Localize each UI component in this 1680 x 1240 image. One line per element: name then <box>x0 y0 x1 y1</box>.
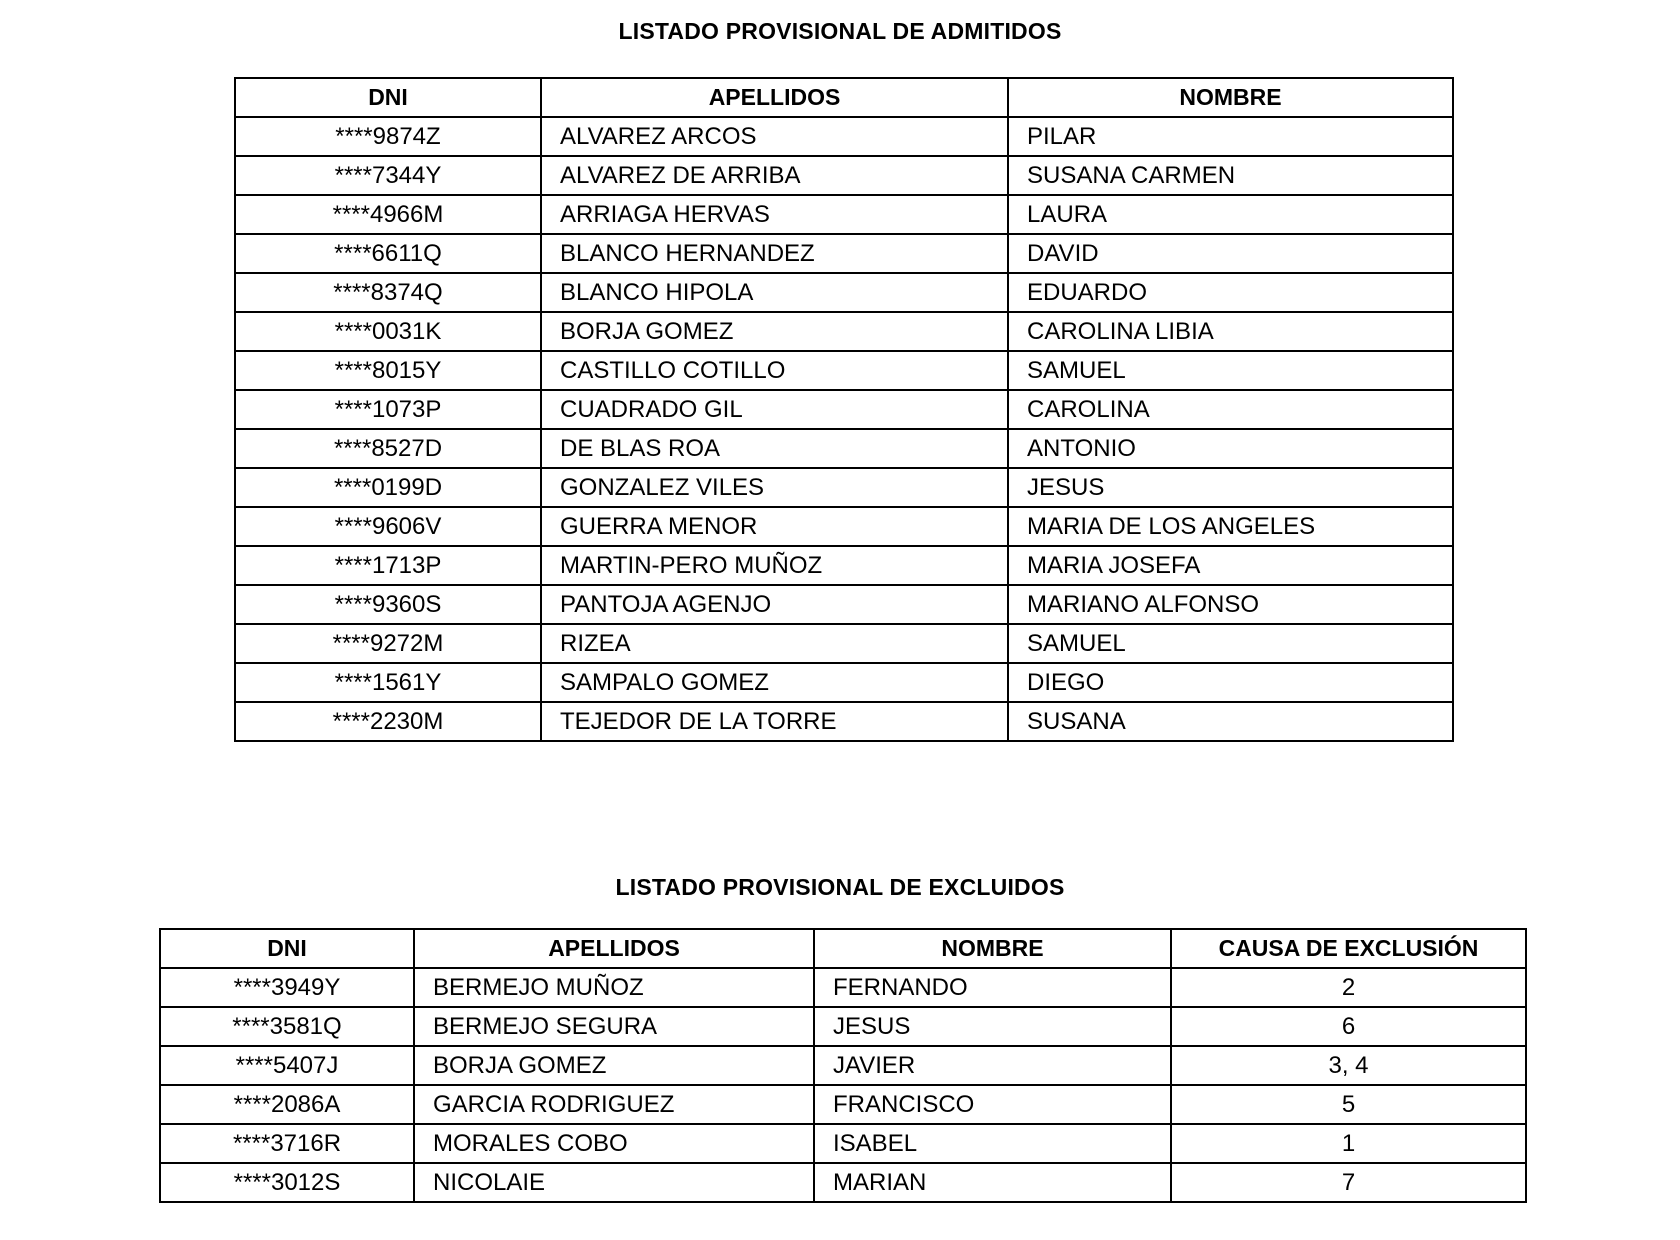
table-row <box>160 1046 1526 1085</box>
cell-causa-exclusion: 5 <box>1171 1085 1526 1124</box>
cell-apellidos: BERMEJO MUÑOZ <box>414 968 814 1007</box>
cell-apellidos: MARTIN-PERO MUÑOZ <box>541 546 1008 585</box>
cell-nombre: MARIA DE LOS ANGELES <box>1008 507 1453 546</box>
cell-causa-exclusion: 1 <box>1171 1124 1526 1163</box>
cell-dni: ****9272M <box>235 624 541 663</box>
cell-dni: ****9874Z <box>235 117 541 156</box>
cell-apellidos: BLANCO HIPOLA <box>541 273 1008 312</box>
table-row <box>235 468 1453 507</box>
cell-dni: ****5407J <box>160 1046 414 1085</box>
cell-dni: ****8374Q <box>235 273 541 312</box>
column-header-dni: DNI <box>235 78 541 117</box>
cell-nombre: MARIA JOSEFA <box>1008 546 1453 585</box>
cell-dni: ****2086A <box>160 1085 414 1124</box>
table-row <box>160 1007 1526 1046</box>
table-row <box>235 585 1453 624</box>
table-row <box>235 546 1453 585</box>
column-header-apellidos: APELLIDOS <box>541 78 1008 117</box>
cell-apellidos: NICOLAIE <box>414 1163 814 1202</box>
cell-nombre: CAROLINA <box>1008 390 1453 429</box>
excluidos-header-row <box>160 929 1526 968</box>
admitidos-body <box>235 117 1453 741</box>
cell-apellidos: GONZALEZ VILES <box>541 468 1008 507</box>
cell-dni: ****1713P <box>235 546 541 585</box>
table-row <box>160 1163 1526 1202</box>
cell-nombre: JESUS <box>1008 468 1453 507</box>
cell-dni: ****4966M <box>235 195 541 234</box>
cell-nombre: LAURA <box>1008 195 1453 234</box>
cell-apellidos: MORALES COBO <box>414 1124 814 1163</box>
cell-nombre: SUSANA CARMEN <box>1008 156 1453 195</box>
cell-nombre: SAMUEL <box>1008 351 1453 390</box>
table-row <box>235 234 1453 273</box>
admitidos-header-row <box>235 78 1453 117</box>
column-header-causa-exclusion: CAUSA DE EXCLUSIÓN <box>1171 929 1526 968</box>
cell-dni: ****7344Y <box>235 156 541 195</box>
cell-nombre: JAVIER <box>814 1046 1171 1085</box>
cell-apellidos: TEJEDOR DE LA TORRE <box>541 702 1008 741</box>
cell-dni: ****3012S <box>160 1163 414 1202</box>
admitidos-title: LISTADO PROVISIONAL DE ADMITIDOS <box>618 18 1062 44</box>
cell-apellidos: ALVAREZ DE ARRIBA <box>541 156 1008 195</box>
cell-nombre: DAVID <box>1008 234 1453 273</box>
cell-apellidos: RIZEA <box>541 624 1008 663</box>
excluidos-table <box>159 928 1527 1203</box>
cell-dni: ****2230M <box>235 702 541 741</box>
cell-nombre: DIEGO <box>1008 663 1453 702</box>
table-row <box>235 312 1453 351</box>
cell-apellidos: ALVAREZ ARCOS <box>541 117 1008 156</box>
cell-apellidos: PANTOJA AGENJO <box>541 585 1008 624</box>
table-row <box>235 702 1453 741</box>
cell-nombre: CAROLINA LIBIA <box>1008 312 1453 351</box>
cell-apellidos: BORJA GOMEZ <box>414 1046 814 1085</box>
cell-dni: ****0031K <box>235 312 541 351</box>
cell-nombre: ANTONIO <box>1008 429 1453 468</box>
column-header-apellidos: APELLIDOS <box>414 929 814 968</box>
cell-nombre: PILAR <box>1008 117 1453 156</box>
table-row <box>235 507 1453 546</box>
column-header-dni: DNI <box>160 929 414 968</box>
cell-dni: ****8527D <box>235 429 541 468</box>
table-row <box>235 351 1453 390</box>
cell-causa-exclusion: 2 <box>1171 968 1526 1007</box>
cell-causa-exclusion: 3, 4 <box>1171 1046 1526 1085</box>
cell-causa-exclusion: 6 <box>1171 1007 1526 1046</box>
cell-apellidos: BLANCO HERNANDEZ <box>541 234 1008 273</box>
cell-nombre: FRANCISCO <box>814 1085 1171 1124</box>
cell-dni: ****3716R <box>160 1124 414 1163</box>
cell-nombre: EDUARDO <box>1008 273 1453 312</box>
cell-dni: ****8015Y <box>235 351 541 390</box>
table-row <box>160 968 1526 1007</box>
cell-nombre: JESUS <box>814 1007 1171 1046</box>
cell-apellidos: CASTILLO COTILLO <box>541 351 1008 390</box>
cell-dni: ****1073P <box>235 390 541 429</box>
cell-dni: ****9360S <box>235 585 541 624</box>
cell-dni: ****3949Y <box>160 968 414 1007</box>
table-row <box>235 429 1453 468</box>
cell-nombre: SUSANA <box>1008 702 1453 741</box>
excluidos-body <box>160 968 1526 1202</box>
cell-nombre: SAMUEL <box>1008 624 1453 663</box>
table-row <box>235 195 1453 234</box>
cell-apellidos: GUERRA MENOR <box>541 507 1008 546</box>
cell-causa-exclusion: 7 <box>1171 1163 1526 1202</box>
cell-nombre: ISABEL <box>814 1124 1171 1163</box>
cell-apellidos: ARRIAGA HERVAS <box>541 195 1008 234</box>
cell-dni: ****3581Q <box>160 1007 414 1046</box>
column-header-nombre: NOMBRE <box>814 929 1171 968</box>
cell-apellidos: BERMEJO SEGURA <box>414 1007 814 1046</box>
cell-apellidos: SAMPALO GOMEZ <box>541 663 1008 702</box>
cell-apellidos: BORJA GOMEZ <box>541 312 1008 351</box>
excluidos-title: LISTADO PROVISIONAL DE EXCLUIDOS <box>615 874 1065 900</box>
column-header-nombre: NOMBRE <box>1008 78 1453 117</box>
table-row <box>160 1124 1526 1163</box>
table-row <box>235 117 1453 156</box>
cell-nombre: MARIANO ALFONSO <box>1008 585 1453 624</box>
cell-dni: ****9606V <box>235 507 541 546</box>
cell-dni: ****0199D <box>235 468 541 507</box>
table-row <box>235 273 1453 312</box>
cell-apellidos: GARCIA RODRIGUEZ <box>414 1085 814 1124</box>
cell-dni: ****1561Y <box>235 663 541 702</box>
cell-apellidos: CUADRADO GIL <box>541 390 1008 429</box>
table-row <box>235 624 1453 663</box>
cell-nombre: MARIAN <box>814 1163 1171 1202</box>
table-row <box>235 390 1453 429</box>
table-row <box>160 1085 1526 1124</box>
cell-dni: ****6611Q <box>235 234 541 273</box>
admitidos-table <box>234 77 1454 742</box>
table-row <box>235 663 1453 702</box>
cell-apellidos: DE BLAS ROA <box>541 429 1008 468</box>
table-row <box>235 156 1453 195</box>
cell-nombre: FERNANDO <box>814 968 1171 1007</box>
